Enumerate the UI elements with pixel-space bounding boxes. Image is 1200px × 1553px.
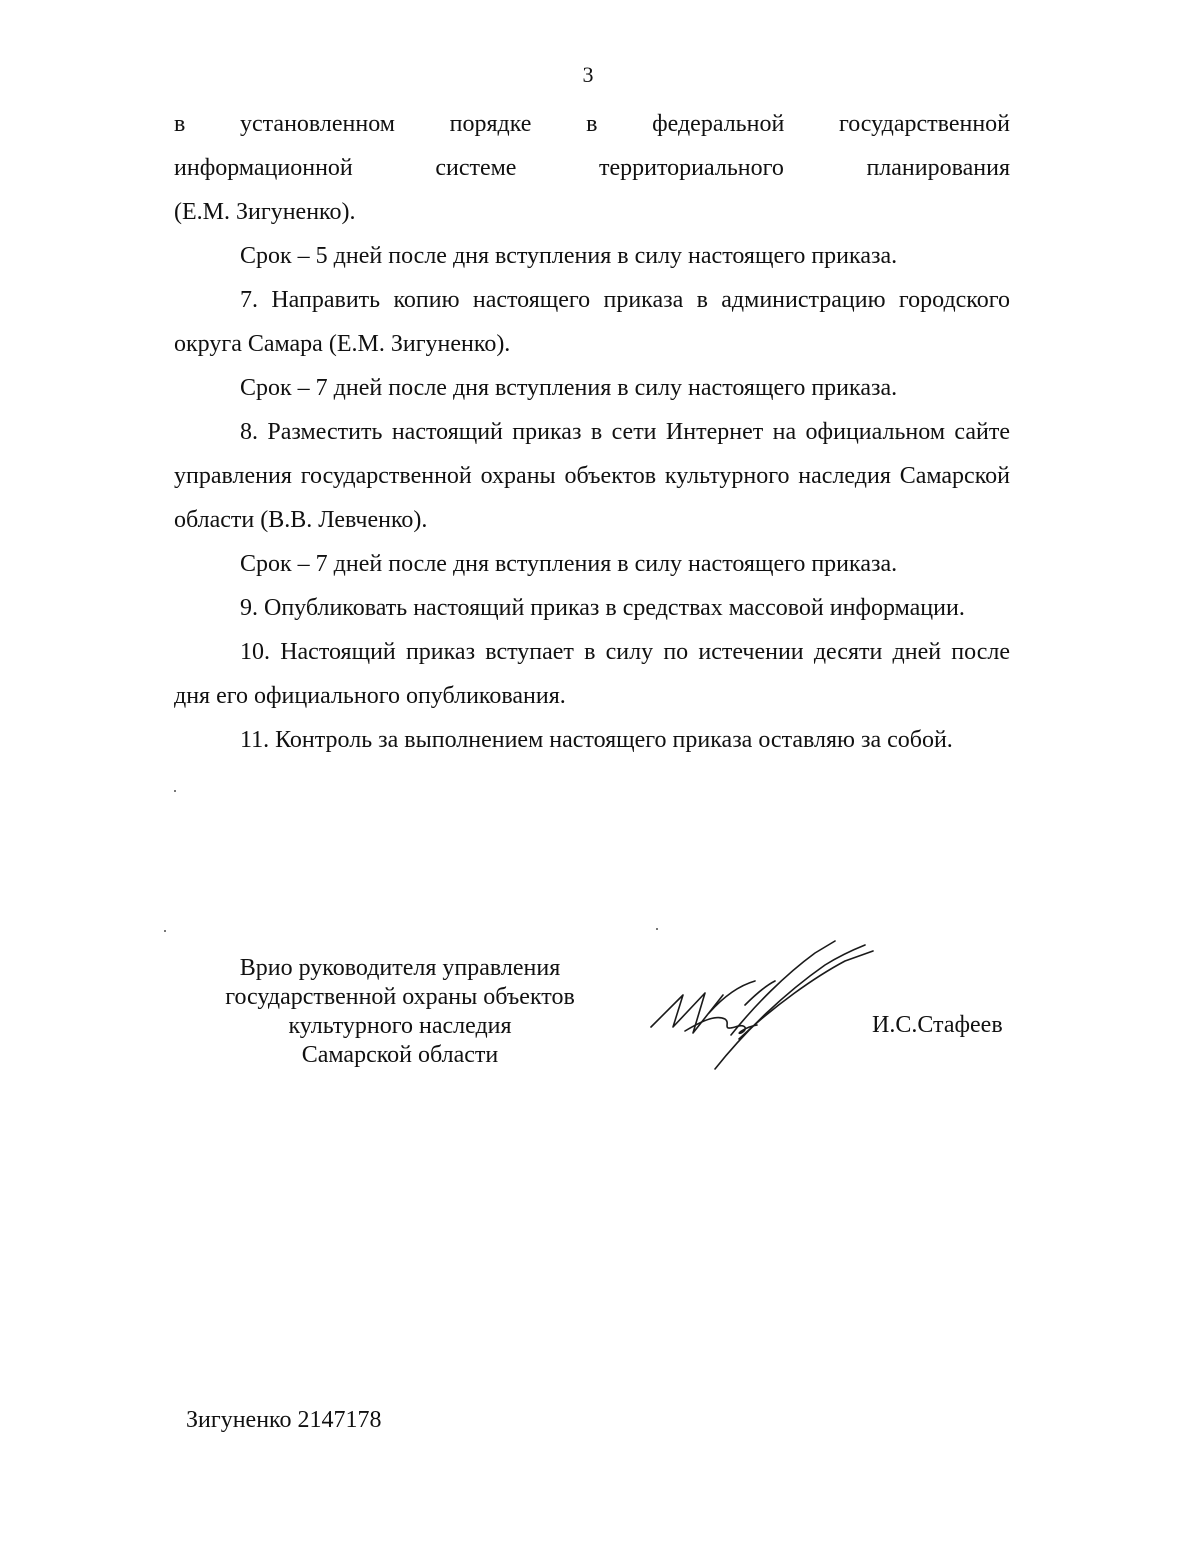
term-paragraph-7: Срок – 7 дней после дня вступления в силу настоящего приказа.	[240, 375, 898, 401]
item-9-paragraph: 9. Опубликовать настоящий приказ в средствах массовой информации.	[240, 595, 965, 621]
intro-line-3: (Е.М. Зигуненко).	[174, 199, 356, 225]
position-line-4: Самарской области	[301, 1042, 499, 1068]
signature-stroke	[651, 993, 723, 1033]
term-paragraph-6: Срок – 5 дней после дня вступления в силу настоящего приказа.	[240, 243, 898, 269]
term-paragraph-8: Срок – 7 дней после дня вступления в силу настоящего приказа.	[240, 551, 898, 577]
position-line-3: культурного наследия	[288, 1013, 512, 1039]
position-line-2: государственной охраны объектов	[225, 984, 575, 1010]
item-7-paragraph: 7. Направить копию настоящего приказа в администрацию городского округа Самара (Е.М. Зигуненко).	[174, 287, 1010, 357]
signer-name: И.С.Стафеев	[872, 1012, 1003, 1038]
intro-line-1: в установленном порядке в федеральной государственной	[174, 111, 1010, 137]
signature-stroke	[709, 981, 755, 1013]
position-line-1: Врио руководителя управления	[239, 955, 561, 981]
scan-speck	[164, 930, 166, 932]
document-body	[174, 102, 1010, 762]
signature-stroke	[731, 941, 835, 1035]
scan-speck	[656, 928, 658, 930]
page-number: 3	[582, 62, 594, 87]
scan-speck	[174, 790, 176, 792]
signatory-position	[200, 954, 600, 1070]
item-8-paragraph: 8. Разместить настоящий приказ в сети Интернет на официальном сайте управления государственной охраны объектов культурного наследия Самарской области (В.В. Левченко).	[174, 419, 1010, 533]
handwritten-signature	[645, 935, 895, 1075]
signature-stroke	[739, 951, 873, 1039]
signature-stroke	[715, 945, 865, 1069]
item-11-paragraph: 11. Контроль за выполнением настоящего приказа оставляю за собой.	[240, 727, 953, 753]
intro-line-2: информационной системе территориального планирования	[174, 155, 1010, 181]
executor-contact: Зигуненко 2147178	[186, 1407, 382, 1433]
signature-stroke	[685, 1018, 757, 1034]
item-10-paragraph: 10. Настоящий приказ вступает в силу по истечении десяти дней после дня его официального опубликования.	[174, 639, 1010, 709]
